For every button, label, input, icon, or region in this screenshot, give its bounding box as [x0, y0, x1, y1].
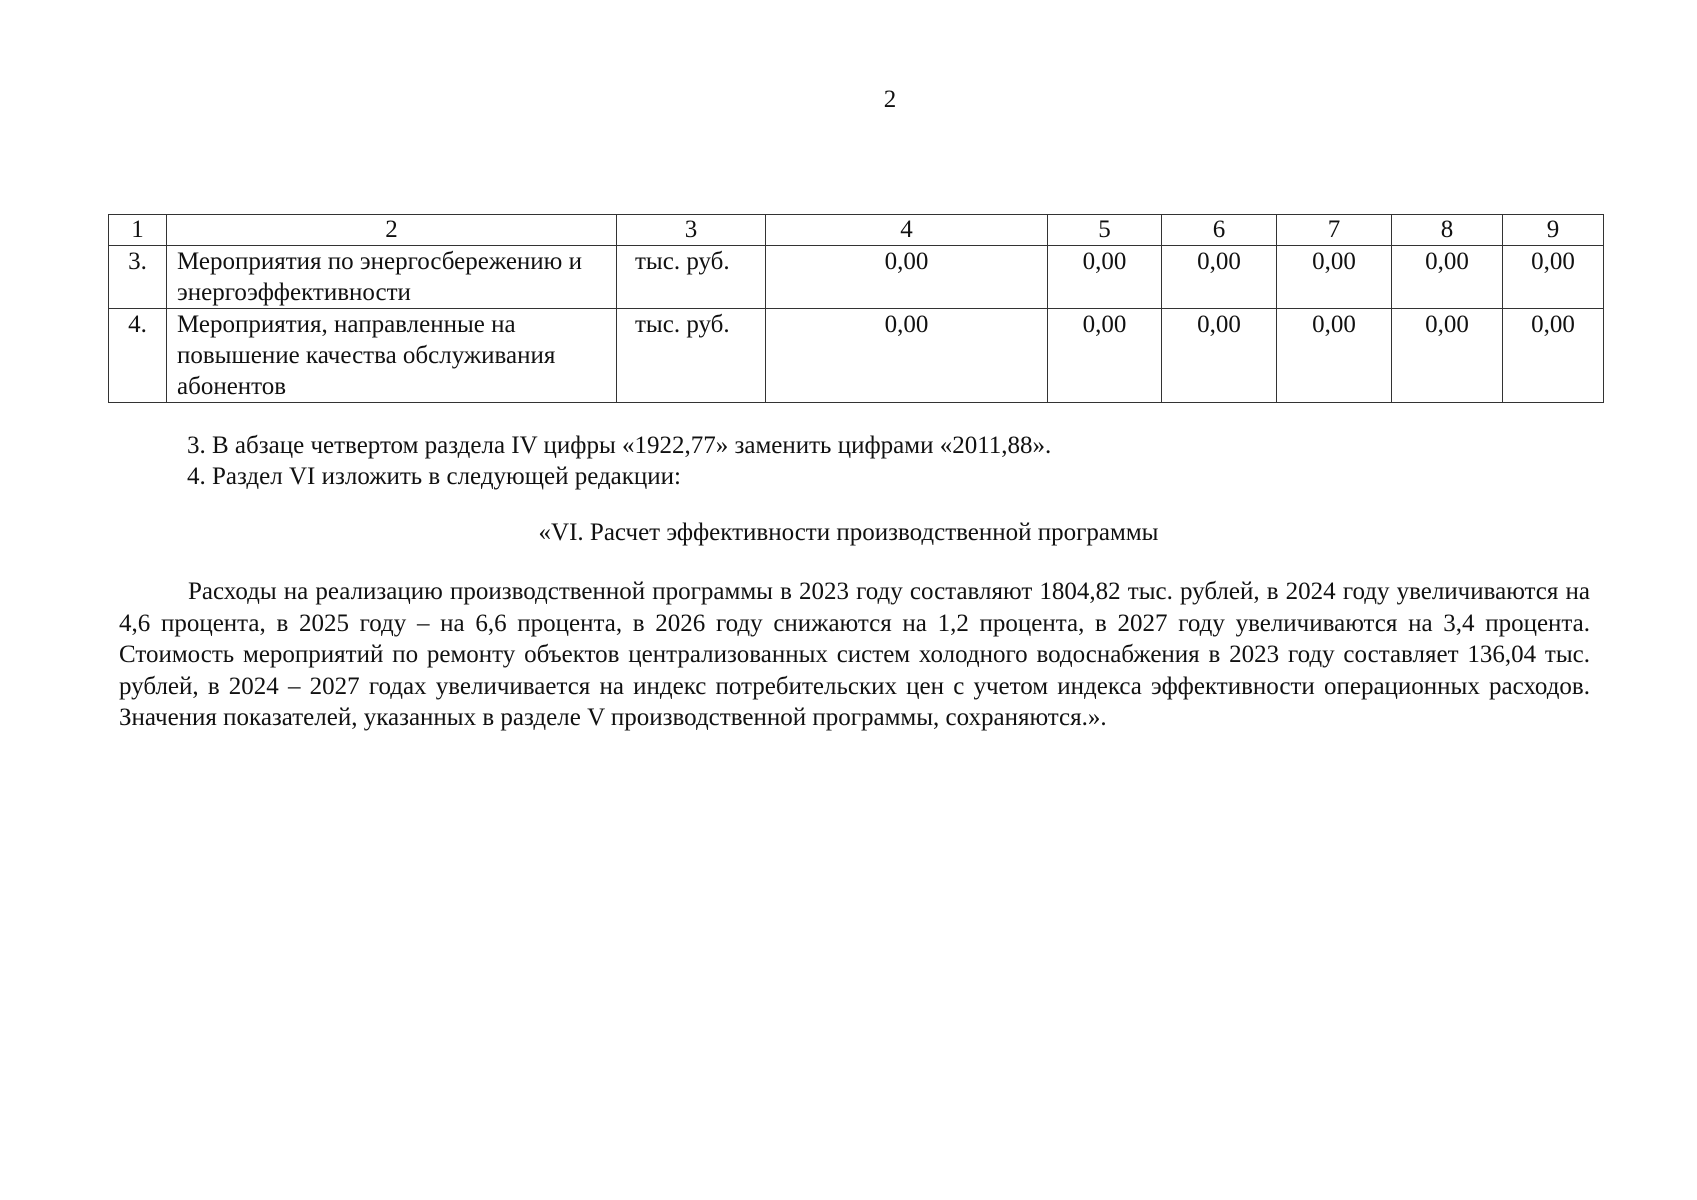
- value-cell: 0,00: [1503, 309, 1604, 403]
- value-cell: 0,00: [1277, 246, 1392, 309]
- value-cell: 0,00: [1503, 246, 1604, 309]
- unit-cell: тыс. руб.: [617, 309, 766, 403]
- value-cell: 0,00: [1048, 309, 1162, 403]
- amendment-paragraph-3: 3. В абзаце четвертом раздела IV цифры «1922,77» заменить цифрами «2011,88».: [187, 432, 1052, 459]
- value-cell: 0,00: [1048, 246, 1162, 309]
- row-number: 3.: [109, 246, 167, 309]
- value-cell: 0,00: [1392, 309, 1503, 403]
- column-number-header: 3: [617, 215, 766, 246]
- page-number: 2: [883, 86, 897, 113]
- indicators-table: [108, 214, 1604, 403]
- table-row: [109, 309, 1604, 403]
- table-row: [109, 246, 1604, 309]
- column-number-header: 6: [1162, 215, 1277, 246]
- measure-name: Мероприятия по энергосбережению и энергоэффективности: [167, 246, 617, 309]
- column-number-header: 9: [1503, 215, 1604, 246]
- measure-name: Мероприятия, направленные на повышение качества обслуживания абонентов: [167, 309, 617, 403]
- table-header-row: [109, 215, 1604, 246]
- value-cell: 0,00: [1162, 246, 1277, 309]
- section-body-text: Расходы на реализацию производственной программы в 2023 году составляют 1804,82 тыс. рублей, в 2024 году увеличиваются на 4,6 процента, в 2025 году – на 6,6 процента, в 2026 году снижаются на 1,2 процента, в 2027 году увеличиваются на 3,4 процента. Стоимость мероприятий по ремонту объектов централизованных систем холодного водоснабжения в 2023 году составляет 136,04 тыс. рублей, в 2024 – 2027 годах увеличивается на индекс потребительских цен с учетом индекса эффективности операционных расходов. Значения показателей, указанных в разделе V производственной программы, сохраняются.».: [119, 578, 1590, 731]
- column-number-header: 4: [766, 215, 1048, 246]
- column-number-header: 7: [1277, 215, 1392, 246]
- section-heading: «VI. Расчет эффективности производственной программы: [538, 519, 1159, 546]
- row-number: 4.: [109, 309, 167, 403]
- value-cell: 0,00: [766, 246, 1048, 309]
- column-number-header: 5: [1048, 215, 1162, 246]
- unit-cell: тыс. руб.: [617, 246, 766, 309]
- value-cell: 0,00: [1162, 309, 1277, 403]
- column-number-header: 1: [109, 215, 167, 246]
- value-cell: 0,00: [1277, 309, 1392, 403]
- value-cell: 0,00: [1392, 246, 1503, 309]
- column-number-header: 2: [167, 215, 617, 246]
- value-cell: 0,00: [766, 309, 1048, 403]
- column-number-header: 8: [1392, 215, 1503, 246]
- amendment-paragraph-4: 4. Раздел VI изложить в следующей редакции:: [187, 463, 682, 490]
